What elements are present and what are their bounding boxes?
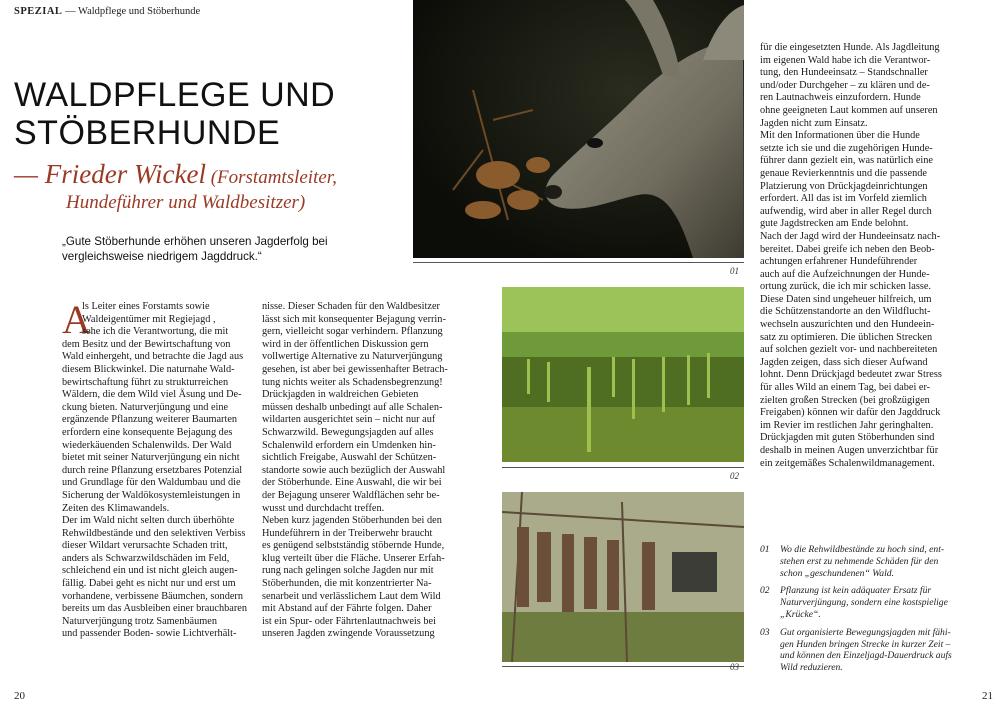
header-separator: —	[65, 6, 76, 17]
body-line: Schwarzwild. Bewegungsjagden auf alles	[262, 426, 434, 438]
body-line: der Stöberhunde. Eine Auswahl, die wir bei	[262, 477, 442, 489]
photo-number: 02	[730, 471, 739, 481]
caption-line: Gut organisierte Bewegungsjagden mit fähi-	[780, 626, 951, 638]
body-line: Stöberhunden, die mit konzentrierter Na-	[262, 578, 432, 590]
text-column-3	[760, 42, 960, 470]
body-line: ohne geeigneten Laut kommen auf unseren	[760, 104, 938, 116]
body-line: klug verteilt über die Fläche. Unserer Erfah-	[262, 552, 445, 564]
body-line: vorhandene, verbissene Bäumchen, sondern	[62, 590, 243, 602]
page-number-left: 20	[14, 690, 25, 702]
plantation-illustration	[502, 287, 744, 462]
body-line: Jagden zeigen, dass sich dieser Aufwand	[760, 356, 928, 368]
body-line: wird in der öffentlichen Diskussion gern	[262, 338, 429, 350]
body-line: standorte sowie auch bezüglich der Auswahl	[262, 464, 446, 476]
roe-deer-illustration	[413, 0, 744, 258]
caption-line: Wo die Rehwildbestände zu hoch sind, ent-	[780, 544, 945, 555]
author-role-open: (Forstamtsleiter,	[205, 167, 337, 188]
body-line: aufwendig, wird aber in aller Regel durch	[760, 205, 932, 217]
body-line: im eigenen Wald habe ich die Verantwor-	[760, 54, 931, 66]
caption-03	[760, 627, 975, 674]
hunting-bag-illustration	[502, 492, 744, 662]
body-line: Zeiten des Klimawandels.	[62, 502, 170, 514]
photo-roe-deer	[413, 0, 744, 258]
body-line: senarbeit und verlässlichem Laut dem Wild	[262, 590, 441, 602]
body-line: auch auf die Aufzeichnungen der Hunde-	[760, 268, 930, 280]
photo-rule	[502, 666, 744, 667]
body-line: und/oder Durchgeher – zu klären und de-	[760, 79, 930, 91]
body-line: die Schützenstandorte an den Wildflucht-	[760, 306, 931, 318]
body-line: achtungen erfahrener Hundeführender	[760, 256, 918, 268]
body-line: ein zeitgemäßes Schalenwildmanagement.	[760, 457, 935, 469]
body-line: gern, vielleicht sogar verhindern. Pflanzung	[262, 326, 443, 338]
pull-quote: „Gute Stöberhunde erhöhen unseren Jagderfolg bei vergleichsweise niedrigem Jagddruck.“	[62, 235, 328, 263]
body-line: durch reine Pflanzung ersetzbares Potenzial	[62, 464, 243, 476]
body-line: müssen deshalb unbedingt auf alle Schalen-	[262, 401, 443, 413]
caption-line: gen Hunden bringen Strecke in kurzer Zeit –	[780, 638, 951, 650]
body-line: Waldeigentümer mit Regiejagd ,	[82, 313, 216, 325]
caption-02	[760, 585, 975, 620]
body-line: erfordert. All das ist im Vorfeld ziemlich	[760, 193, 927, 205]
body-line: ren Lautnachweis einzufordern. Hunde	[760, 92, 921, 104]
caption-number: 02	[760, 585, 770, 597]
body-line: Der im Wald nicht selten durch überhöhte	[62, 515, 235, 527]
body-line: auf solchen gezielt vor- und nachbereiteten	[760, 344, 938, 356]
caption-line: Naturverjüngung, sondern eine kostspielige	[780, 597, 948, 609]
caption-line: stehen erst zu nehmende Schäden für den	[780, 555, 939, 567]
photo-captions	[760, 544, 975, 680]
body-line: mit Abstand auf der Fährte folgen. Daher	[262, 603, 432, 615]
body-line: und passender Boden- sowie Lichtverhält-	[62, 628, 237, 640]
body-line: ls Leiter eines Forstamts sowie	[82, 301, 210, 312]
photo-number: 03	[730, 662, 739, 672]
body-line: der Bejagung unserer Waldflächen sehr be-	[262, 489, 440, 501]
body-line: Wäldern, die dem Wild viel Äsung und De-	[62, 389, 242, 401]
running-header	[14, 6, 200, 17]
body-line: deshalb in meinen Augen unverzichtbar für	[760, 445, 939, 456]
text-column-1	[62, 297, 252, 641]
author-byline	[14, 160, 409, 214]
body-line: bewirtschaftung führt zu strukturreichen	[62, 376, 229, 388]
body-line: Freigaben) können wir dafür den Jagddruck	[760, 407, 941, 419]
author-dash: —	[14, 159, 45, 189]
article-title	[14, 76, 404, 152]
body-line: Sicherung der Waldökosystemleistungen in	[62, 489, 241, 501]
body-line: tung, den Hundeeinsatz – Standschnaller	[760, 67, 928, 79]
body-line: lohnt. Denn Drückjagd bedeutet zwar Stress	[760, 369, 942, 381]
body-line: Rehwildbestände und den selektiven Verbiss	[62, 527, 246, 539]
body-line: rung nach gelingen solche Jagden nur mit	[262, 565, 434, 577]
body-line: genaue Revierkenntnis und die passende	[760, 167, 927, 179]
body-line: Nach der Jagd wird der Hundeeinsatz nach-	[760, 230, 941, 242]
body-line: lässt sich mit konsequenter Bejagung verrin-	[262, 313, 446, 325]
drop-cap: A	[62, 297, 91, 342]
body-line: im Revier im restlichen Jahr geringhalten.	[760, 419, 934, 431]
body-line: anders als Schwarzwildschäden im Feld,	[62, 552, 230, 564]
caption-01	[760, 544, 975, 579]
body-line: ergänzende Pflanzung weiterer Baumarten	[62, 414, 238, 426]
body-line: vollwertige Alternative zu Naturverjüngung	[262, 351, 443, 363]
photo-number: 01	[730, 266, 739, 276]
body-line: Drückjagden mit guten Stöberhunden sind	[760, 432, 935, 444]
body-line: wechseln auszurichten und den Hundeein-	[760, 319, 935, 331]
body-line: gute Jagdstrecken am Ende belohnt.	[760, 218, 909, 230]
body-line: nisse. Dieser Schaden für den Waldbesitzer	[262, 301, 440, 312]
body-line: Wald einhergeht, und betrachte die Jagd aus	[62, 351, 244, 363]
body-line: führer dann gezielt ein, was natürlich eine	[760, 155, 933, 167]
page-number-right: 21	[982, 690, 993, 702]
body-line: diesem Blickwinkel. Die naturnahe Wald-	[62, 363, 235, 375]
author-name: Frieder Wickel	[44, 159, 206, 189]
body-line: sichtlich Freigabe, Auswahl der Schützen-	[262, 452, 437, 464]
body-line: Drückjagden in waldreichen Gebieten	[262, 389, 419, 401]
body-line: tung nichts weiter als Schadensbegrenzung!	[262, 376, 443, 388]
body-line: satz zu optimieren. Die üblichen Strecken	[760, 331, 933, 343]
body-line: wildarten ausgerichtet sein – nicht nur auf	[262, 414, 436, 426]
caption-line: Pflanzung ist kein adäquater Ersatz für	[780, 585, 932, 597]
header-topic: Waldpflege und Stöberhunde	[78, 6, 201, 17]
caption-line: Wild reduzieren.	[780, 662, 843, 674]
body-line: bereits um das Ausbleiben einer brauchbaren	[62, 603, 247, 615]
body-line: unseren Jagden zwingende Voraussetzung	[262, 628, 435, 640]
body-line: wiederkäuenden Schalenwilds. Der Wald	[62, 439, 232, 451]
body-line: sehe ich die Verantwortung, die mit	[82, 326, 229, 338]
body-line: und Grundlage für den Waldumbau und die	[62, 477, 241, 489]
body-line: fällig. Dabei geht es nicht nur und erst um	[62, 578, 236, 590]
body-line: setzte ich sie und die zugehörigen Hunde-	[760, 142, 933, 154]
caption-line: „Krücke“.	[780, 608, 821, 620]
photo-rule	[413, 262, 744, 263]
body-line: für die eingesetzten Hunde. Als Jagdleitung	[760, 42, 940, 53]
author-role-cont: Hundeführer und Waldbesitzer)	[66, 192, 306, 213]
caption-number: 03	[760, 626, 770, 638]
photo-plantation	[502, 287, 744, 462]
body-line: ist ein Spur- oder Fährtenlautnachweis bei	[262, 615, 436, 627]
body-line: Diese Daten sind ungeheuer hilfreich, um	[760, 293, 932, 305]
body-line: wusst und durchdacht treffen.	[262, 502, 385, 514]
body-line: für alles Wild an einem Tag, bei dabei er-	[760, 382, 931, 394]
body-line: Mit den Informationen über die Hunde	[760, 130, 920, 142]
body-line: bereitet. Dabei greife ich neben den Beob-	[760, 243, 935, 255]
body-line: zielten großen Strecken (bei großzügigen	[760, 394, 930, 406]
body-line: bietet mit seiner Naturverjüngung ein nicht	[62, 452, 240, 464]
body-line: Naturverjüngung trotz Samenbäumen	[62, 615, 217, 627]
body-line: Jagden nicht zum Einsatz.	[760, 117, 868, 129]
body-line: dem Besitz und der Bewirtschaftung von	[62, 338, 231, 350]
header-section: SPEZIAL	[14, 6, 63, 17]
body-line: dieser Wildart verursachte Schaden tritt,	[62, 540, 228, 552]
photo-hunting-bag	[502, 492, 744, 662]
title-line-2: STÖBERHUNDE	[14, 114, 281, 152]
body-line: gesehen, ist aber bei gewissenhafter Betrach-	[262, 363, 448, 375]
body-line: ortung zurück, die ich mir schicken lasse.	[760, 281, 931, 293]
title-line-1: WALDPFLEGE UND	[14, 76, 336, 114]
caption-line: und können den Einzeljagd-Dauerdruck aufs	[780, 650, 952, 662]
caption-line: schon „geschundenen“ Wald.	[780, 567, 894, 579]
caption-number: 01	[760, 544, 770, 555]
body-line: Hundeführern in der Treiberwehr braucht	[262, 527, 433, 539]
text-column-2	[262, 301, 452, 641]
body-line: erfordern eine konsequente Bejagung des	[62, 426, 233, 438]
body-line: Schalenwild erfordern ein Umdenken hin-	[262, 439, 436, 451]
body-line: Neben kurz jagenden Stöberhunden bei den	[262, 515, 442, 527]
body-line: schleichend ein und ist nicht gleich augen-	[62, 565, 238, 577]
body-line: es genügend selbstständig stöbernde Hunde,	[262, 540, 445, 552]
body-line: ckung bieten. Naturverjüngung und eine	[62, 401, 229, 413]
photo-rule	[502, 467, 744, 468]
body-line: Platzierung von Drückjagdeinrichtungen	[760, 180, 928, 192]
